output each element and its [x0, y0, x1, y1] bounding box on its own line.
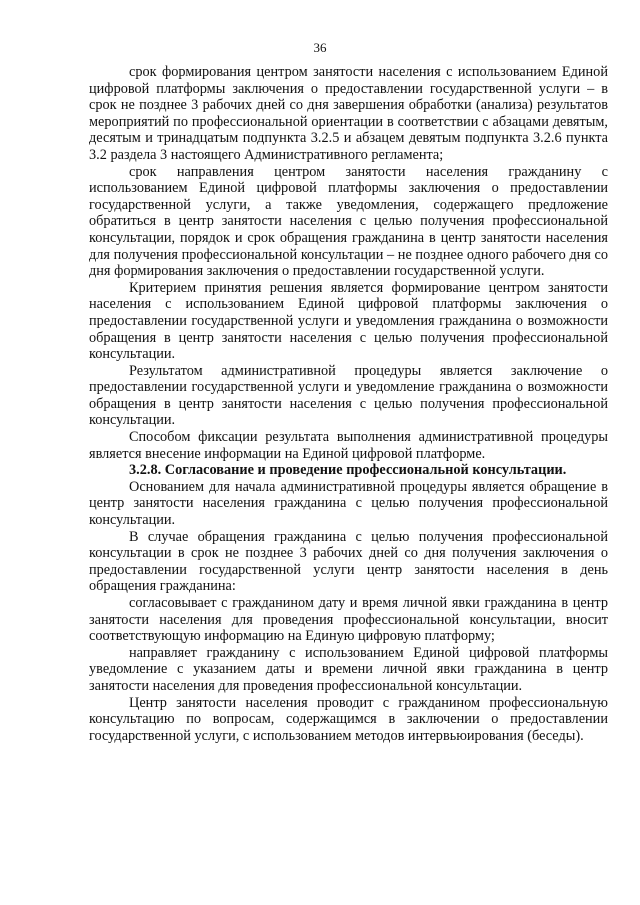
section-heading: 3.2.8. Согласование и проведение профессиональной консультации. [129, 462, 567, 479]
paragraph: Критерием принятия решения является формирование центром занятости населения с использованием Единой цифровой платформы заключения о предоставлении государственной услуги и уведомления гражданина о возможности обращения в центр занятости населения с целью получения профессиональной консультации. [89, 279, 608, 363]
paragraph: направляет гражданину с использованием Единой цифровой платформы уведомление с указанием даты и времени личной явки гражданина в центр занятости населения для проведения профессиональной консультации. [89, 644, 608, 694]
document-body [89, 64, 608, 744]
paragraph: согласовывает с гражданином дату и время личной явки гражданина в центр занятости населения для проведения профессиональной консультации, вносит соответствующую информацию на Единую цифровую платформу; [89, 595, 608, 645]
paragraph: Способом фиксации результата выполнения административной процедуры является внесение информации на Единой цифровой платформе. [89, 429, 608, 462]
paragraph: срок формирования центром занятости населения с использованием Единой цифровой платформы заключения о предоставлении государственной услуги – в срок не позднее 3 рабочих дней со дня завершения обработки (анализа) результатов мероприятий по профессиональной ориентации в соответствии с абзацами девятым, десятым и тринадцатым подпункта 3.2.5 и абзацем девятым подпункта 3.2.6 пункта 3.2 раздела 3 настоящего Административного регламента; [89, 64, 608, 163]
paragraph: Результатом административной процедуры является заключение о предоставлении государственной услуги и уведомление гражданина о возможности обращения в центр занятости населения с целью получения профессиональной консультации. [89, 362, 608, 429]
paragraph: В случае обращения гражданина с целью получения профессиональной консультации в срок не позднее 3 рабочих дней со дня получения заключения о предоставлении государственной услуги центр занятости населения в день обращения гражданина: [89, 528, 608, 595]
paragraph: Основанием для начала административной процедуры является обращение в центр занятости населения гражданина с целью получения профессиональной консультации. [89, 478, 608, 529]
paragraph: срок направления центром занятости населения гражданину с использованием Единой цифровой платформы заключения о предоставлении государственной услуги, а также уведомления, содержащего предложение обратиться в центр занятости населения с целью получения профессиональной консультации, порядок и срок обращения гражданина в центр занятости населения для получения профессиональной консультации – не позднее одного рабочего дня со дня формирования заключения о предоставлении государственной услуги. [89, 163, 608, 280]
paragraph: Центр занятости населения проводит с гражданином профессиональную консультацию по вопросам, содержащимся в заключении о предоставлении государственной услуги, с использованием методов интервьюирования (беседы). [89, 694, 608, 744]
page-number: 36 [313, 40, 327, 55]
